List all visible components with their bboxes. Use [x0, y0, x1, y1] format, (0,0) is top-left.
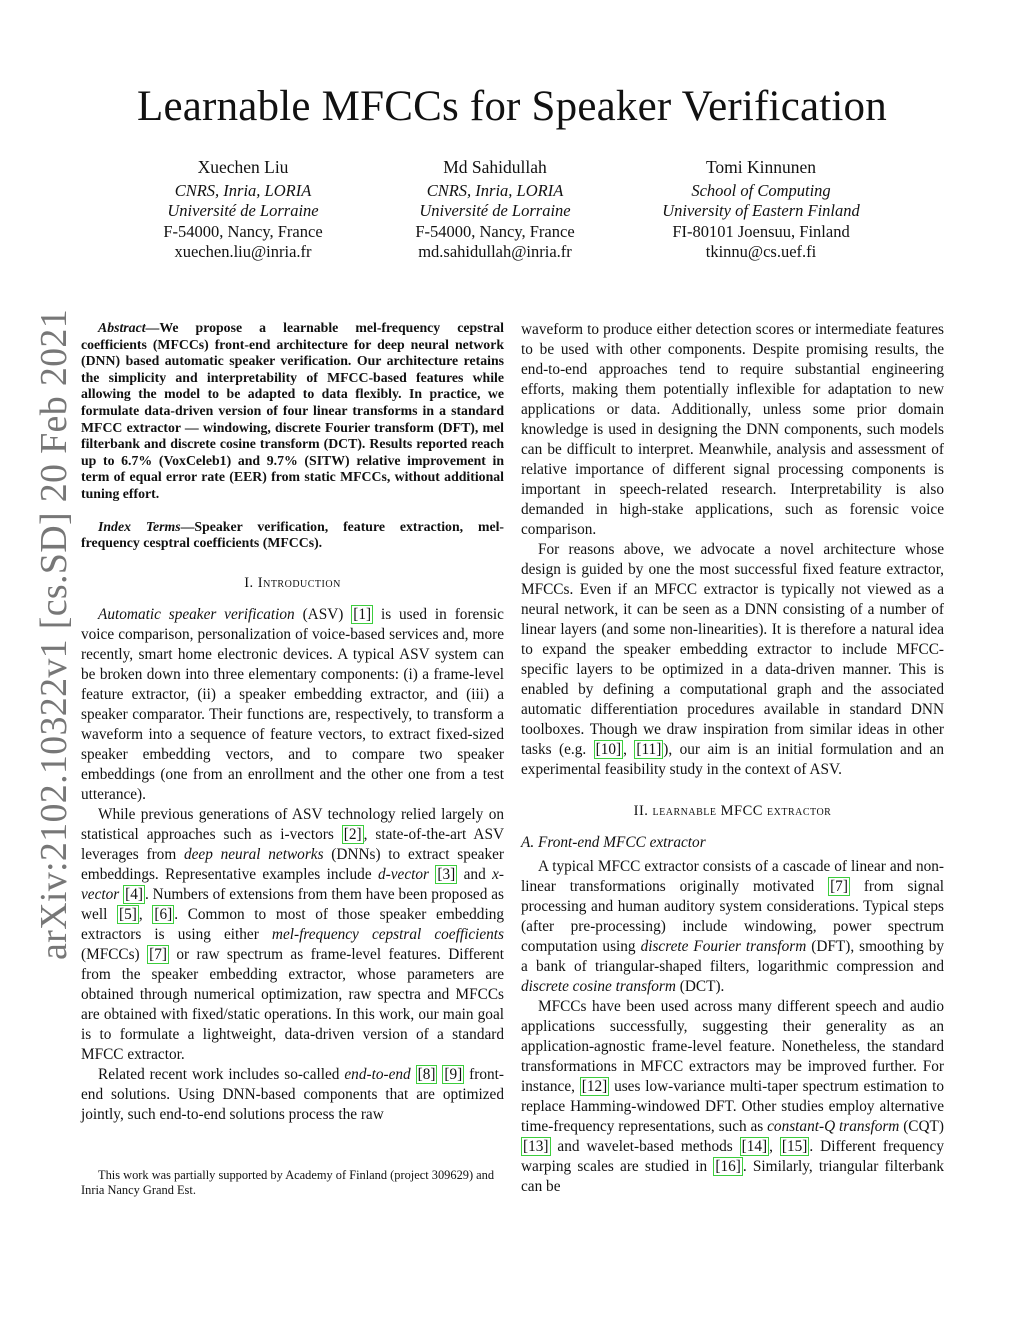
text-span: and	[457, 865, 493, 883]
emphasis: deep neural networks	[183, 845, 324, 863]
author-address: FI-80101 Joensuu, Finland	[672, 221, 850, 241]
text-span: ), our aim is an initial formulation and an experimental feasibility study in the context of ASV.	[521, 741, 944, 778]
citation-link[interactable]: [5]	[119, 905, 137, 923]
author-affiliation: School of Computing	[691, 180, 831, 200]
author-block	[113, 157, 373, 263]
text-span: MFCCs have been used across many different speech and audio applications successfully, suggesting their generality as an application-agnostic frame-level feature. Nonetheless, the standard transformations in MFCC extractors may be improved further. For instance,	[521, 998, 944, 1095]
right-column	[521, 320, 944, 1197]
text-span: For reasons above, we advocate a novel architecture whose design is guided by one the most successful fixed feature extractor, MFCCs. Even if an MFCC extractor is typically not viewed as a neural network, it can be seen as a DNN consisting of a number of linear layers (and some non-linearities). It is therefore a natural idea to expand the speaker embedding extractor to include MFCC-specific layers to be optimized in a data-driven manner. This is enabled by defining a computational graph and the associated automatic differentiation procedures available in standard DNN toolboxes. Though we draw inspiration from similar ideas in other tasks (e.g.	[521, 541, 944, 758]
emphasis: x-vector	[81, 865, 504, 903]
citation-link[interactable]: [14]	[741, 1138, 768, 1155]
author-address: F-54000, Nancy, France	[415, 221, 575, 241]
paper-title: Learnable MFCCs for Speaker Verification	[137, 83, 887, 130]
abstract-text: —We propose a learnable mel-frequency cepstral coefficients (MFCCs) front-end architecture for deep neural network (DNN) based automatic speaker verification. Our architecture retains the simplicity and interpretability of MFCC-based features while allowing the model to be adapted to data flexibly. In practice, we formulate data-driven version of four linear transforms in a standard MFCC extractor — windowing, discrete Fourier transform (DFT), mel filterbank and discrete cosine transform (DCT). Results reported reach up to 6.7% (VoxCeleb1) and 9.7% (SITW) relative improvement in term of equal error rate (EER) from static MFCCs, without additional tuning effort.	[81, 320, 504, 501]
author-affiliation: CNRS, Inria, LORIA	[174, 180, 312, 200]
paragraph	[521, 857, 944, 997]
author-address: F-54000, Nancy, France	[163, 221, 323, 241]
index-terms-label: Index Terms	[98, 518, 181, 534]
emphasis: d-vector	[378, 865, 429, 883]
text-span: ,	[138, 905, 153, 923]
text-span: (DFT), smoothing by a bank of triangular-shaped filters, logarithmic compression and	[521, 938, 944, 975]
section-heading-learnable-mfcc: II. learnable MFCC extractor	[633, 803, 832, 819]
paragraph	[81, 805, 504, 1065]
index-terms	[81, 519, 504, 552]
citation-link[interactable]: [16]	[715, 1158, 741, 1175]
citation-link[interactable]: [9]	[444, 1065, 463, 1083]
text-span: ,	[623, 741, 635, 758]
text-span	[411, 1066, 416, 1083]
text-span: . Numbers of extensions from them have been proposed as well	[81, 885, 504, 923]
text-span: (ASV)	[294, 605, 352, 623]
footnote-text: This work was partially supported by Academy of Finland (project 309629) and Inria Nancy Grand Est.	[81, 1168, 495, 1197]
text-span: . Different frequency warping scales are studied in	[521, 1138, 944, 1175]
text-span: from signal processing and human auditory system considerations. Typical steps (after pre-processing) include windowing, power spectrum computation using	[521, 878, 944, 955]
citation-link[interactable]: [15]	[781, 1138, 808, 1155]
section-heading-introduction: I. Introduction	[244, 574, 341, 591]
author-email[interactable]: tkinnu@cs.uef.fi	[705, 242, 817, 261]
citation-link[interactable]: [12]	[581, 1078, 608, 1095]
citation-link[interactable]: [4]	[125, 885, 143, 903]
citation-link[interactable]: [7]	[149, 945, 167, 963]
arxiv-identifier: arXiv:2102.10322v1 [cs.SD] 20 Feb 2021	[33, 308, 75, 960]
text-span: , state-of-the-art ASV leverages from	[81, 825, 505, 863]
emphasis: discrete Fourier transform	[640, 938, 807, 955]
text-span: front-end solutions. Using DNN-based components that are optimized jointly, such end-to-end solutions process the raw	[81, 1065, 504, 1123]
author-email[interactable]: xuechen.liu@inria.fr	[174, 242, 312, 261]
subsection-heading: A. Front-end MFCC extractor	[521, 834, 706, 851]
text-span: . Common to most of those speaker embedding extractors is using either	[81, 905, 504, 943]
text-span: While previous generations of ASV technology relied largely on statistical approaches such as i-vectors	[81, 805, 504, 843]
paragraph	[521, 997, 944, 1197]
paragraph	[81, 605, 504, 805]
text-span: or raw spectrum as frame-level features. Different from the speaker embedding extractor, whose parameters are obtained through numerical optimization, raw spectra and MFCCs are obtained with fixed/static operations. In this work, our main goal is to formulate a lightweight, data-driven version of a standard MFCC extractor.	[81, 945, 504, 1063]
paragraph	[521, 540, 944, 780]
paragraph: waveform to produce either detection scores or intermediate features to be used with other components. Despite promising results, the end-to-end approaches tend to require substantial engineering efforts, making them potentially inflexible for adaptation to new applications or data. Additionally, unless some prior domain knowledge is used in designing the DNN components, such models can be difficult to interpret. Meanwhile, analysis and assessment of relative importance of different signal processing components is important in speech-related research. Interpretability is also demanded in high-stake applications, such as forensic voice comparison.	[521, 321, 944, 538]
author-name: Md Sahidullah	[443, 157, 547, 177]
text-span: (CQT)	[899, 1118, 944, 1135]
citation-link[interactable]: [1]	[353, 605, 372, 623]
citation-link[interactable]: [2]	[343, 825, 362, 843]
text-span: uses low-variance multi-taper spectrum estimation to replace Hamming-windowed DFT. Other studies employ alternative time-frequency representations, such as	[521, 1078, 944, 1135]
author-name: Xuechen Liu	[197, 157, 289, 177]
author-affiliation: Université de Lorraine	[419, 201, 571, 220]
abstract	[81, 320, 504, 503]
citation-link[interactable]: [6]	[154, 905, 173, 923]
citation-link[interactable]: [13]	[523, 1138, 549, 1155]
text-span: and wavelet-based methods	[550, 1138, 740, 1155]
footnote	[81, 1168, 504, 1198]
citation-link[interactable]: [3]	[437, 865, 456, 883]
citation-link[interactable]: [10]	[595, 741, 622, 758]
author-affiliation: Université de Lorraine	[167, 201, 319, 220]
index-terms-text: —Speaker verification, feature extraction, mel-frequency cesptral coefficients (MFCCs).	[81, 518, 504, 551]
text-span: ,	[769, 1138, 780, 1155]
text-span: A typical MFCC extractor consists of a cascade of linear and non-linear transformations originally motivated	[521, 858, 944, 895]
emphasis: discrete cosine transform	[521, 978, 676, 995]
emphasis: Automatic speaker verification	[98, 605, 295, 623]
text-span: . Similarly, triangular filterbank can be	[521, 1158, 944, 1195]
text-span: (MFCCs)	[81, 945, 148, 963]
author-email[interactable]: md.sahidullah@inria.fr	[418, 242, 572, 261]
author-affiliation: University of Eastern Finland	[662, 201, 860, 220]
citation-link[interactable]: [7]	[830, 878, 848, 895]
text-span: is used in forensic voice comparison, personalization of voice-based services and, more recently, smart home electronic devices. A typical ASV system can be broken down into three elementary components: (i) a frame-level feature extractor, (ii) a speaker embedding extractor, and (iii) a speaker comparator. Their functions are, respectively, to transform a waveform into a sequence of feature vectors, to extract fixed-sized speaker embedding vectors, and to compare two speaker embeddings (one from an enrollment and the other one from a test utterance).	[81, 605, 504, 803]
author-affiliation: CNRS, Inria, LORIA	[426, 180, 564, 200]
emphasis: end-to-end	[344, 1065, 411, 1083]
citation-link[interactable]: [11]	[636, 741, 662, 758]
author-name: Tomi Kinnunen	[705, 157, 817, 177]
text-span: (DCT).	[675, 978, 725, 995]
author-block	[631, 157, 891, 263]
emphasis: mel-frequency cepstral coefficients	[271, 925, 504, 943]
abstract-label: Abstract	[98, 320, 146, 335]
citation-link[interactable]: [8]	[417, 1065, 436, 1083]
paragraph	[81, 1065, 504, 1125]
text-span: Related recent work includes so-called	[98, 1065, 345, 1083]
emphasis: constant-Q transform	[767, 1118, 900, 1135]
author-block	[365, 157, 625, 263]
text-span: (DNNs) to extract speaker embeddings. Representative examples include	[81, 845, 505, 883]
left-column	[81, 320, 504, 1125]
